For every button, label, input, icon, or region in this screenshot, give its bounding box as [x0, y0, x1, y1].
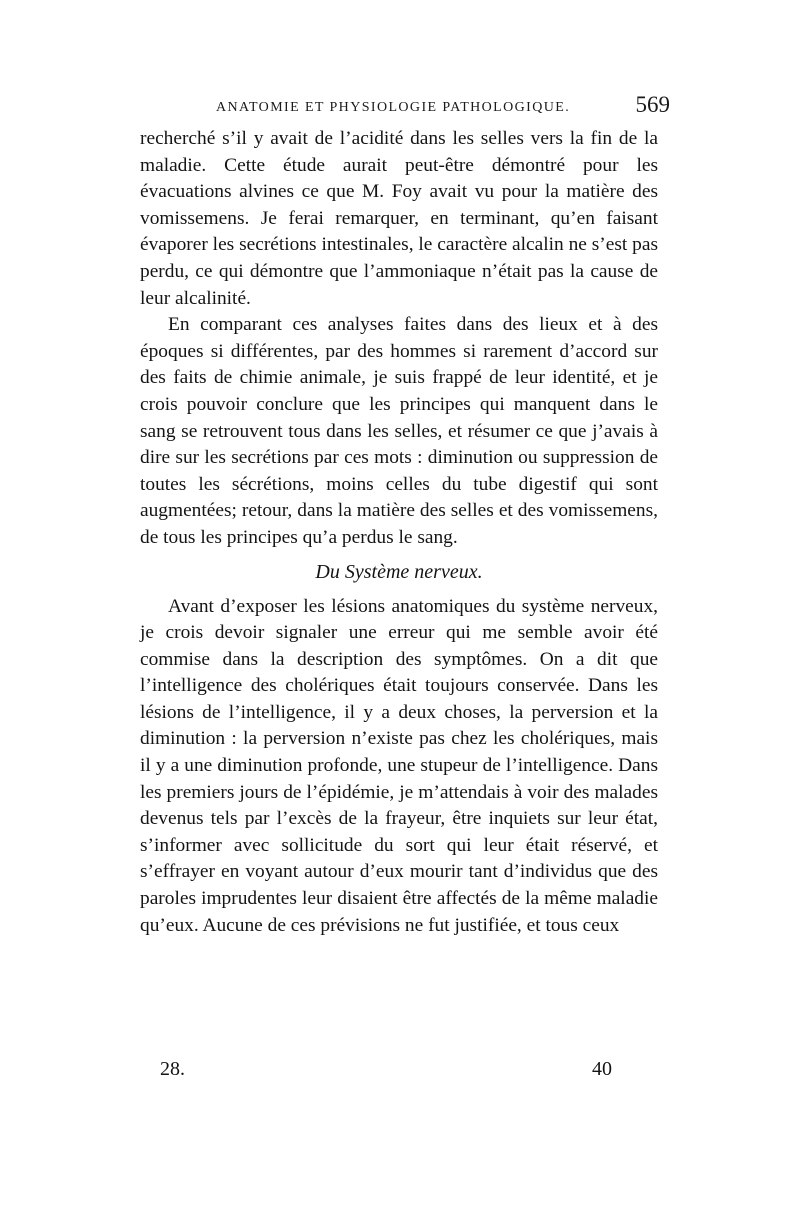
paragraph-analyses: En comparant ces analyses faites dans des lieux et à des époques si différentes, par des hommes si rarement d’accord sur des faits de chimie animale, je suis frappé de leur identité, et je crois pouvoir conclure que les principes qui manquent dans le sang se retrouvent tous dans les selles, et résumer ce que j’avais à dire sur les secrétions par ces mots : diminution ou suppression de toutes les sécrétions, moins celles du tube digestif qui sont augmentées; retour, dans la matière des selles et des vomissemens, de tous les principes qu’a perdus le sang. [140, 314, 658, 548]
section-heading: Du Système nerveux. [315, 560, 483, 583]
body-text [140, 126, 658, 939]
page-number: 569 [635, 92, 670, 117]
signature-mark: 28. [160, 1058, 185, 1080]
page-header [140, 92, 670, 124]
running-title: ANATOMIE ET PHYSIOLOGIE PATHOLOGIQUE. [216, 100, 571, 115]
paragraph-acidity: recherché s’il y avait de l’acidité dans les selles vers la fin de la maladie. Cette étude aurait peut-être démontré pour les évacuations alvines ce que M. Foy avait vu pour la matière des vomissemens. Je ferai remarquer, en terminant, qu’en faisant évaporer les secrétions intestinales, le caractère alcalin ne s’est pas perdu, ce qui démontre que l’ammoniaque n’était pas la cause de leur alcalinité. [140, 128, 658, 309]
page-footer [140, 1058, 658, 1088]
paragraph-nervous-system: Avant d’exposer les lésions anatomiques du système nerveux, je crois devoir signaler une erreur qui me semble avoir été commise dans la description des symptômes. On a dit que l’intelligence des cholériques était toujours conservée. Dans les lésions de l’intelligence, il y a deux choses, la perversion et la diminution : la perversion n’existe pas chez les cholériques, mais il y a une diminution profonde, une stupeur de l’intelligence. Dans les premiers jours de l’épidémie, je m’attendais à voir des malades devenus tels par l’excès de la frayeur, être inquiets sur leur état, s’informer avec sollicitude du sort qui leur était réservé, et s’effrayer en voyant autour d’eux mourir tant d’individus que des paroles imprudentes leur disaient être affectés de la même maladie qu’eux. Aucune de ces prévisions ne fut justifiée, et tous ceux [140, 595, 658, 936]
folio-mark: 40 [592, 1058, 612, 1080]
